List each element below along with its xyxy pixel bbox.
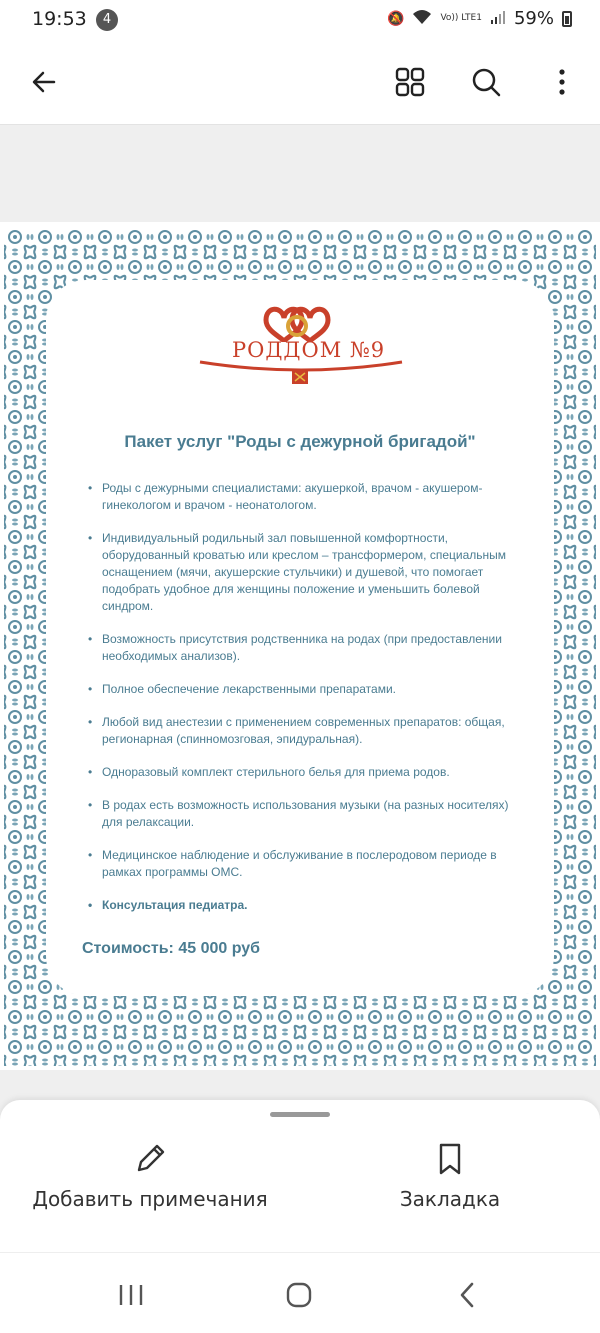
services-list <box>86 480 516 930</box>
list-item: • Роды с дежурными специалистами: акушеркой, врачом - акушером-гинекологом и врачом - неонатологом. <box>86 480 516 514</box>
back-chevron-icon <box>457 1281 477 1309</box>
bottom-sheet <box>0 1100 600 1252</box>
home-icon <box>285 1281 313 1309</box>
system-nav-bar <box>0 1252 600 1333</box>
network-label: Vo)) LTE1 <box>440 13 482 23</box>
bookmark-button[interactable] <box>380 1142 520 1211</box>
list-item: • Любой вид анестезии с применением современных препаратов: общая, регионарная (спинномозговая, эпидуральная). <box>86 714 516 748</box>
sheet-drag-handle[interactable] <box>270 1112 330 1117</box>
battery-icon <box>562 11 572 27</box>
grid-view-button[interactable] <box>386 58 434 106</box>
notification-count-badge: 4 <box>96 9 118 31</box>
list-item: • Индивидуальный родильный зал повышенной комфортности, оборудованный кроватью или креслом – трансформером, специальным оснащением (мячи, акушерские стульчики) и душевой, что помогает подобрать удобное для женщины положение и уменьшить болевой синдром. <box>86 530 516 615</box>
battery-percent: 59% <box>513 8 554 29</box>
add-note-label: Добавить примечания <box>32 1187 268 1211</box>
list-item: • В родах есть возможность использования музыки (на разных носителях) для релаксации. <box>86 797 516 831</box>
bookmark-icon <box>436 1142 464 1176</box>
logo-text: РОДДОМ №9 <box>232 338 386 362</box>
package-title: Пакет услуг "Роды с дежурной бригадой" <box>124 432 476 451</box>
arrow-left-icon <box>30 68 58 96</box>
bookmark-label: Закладка <box>399 1187 501 1211</box>
roddom-logo <box>196 292 406 392</box>
back-nav-button[interactable] <box>443 1275 491 1315</box>
list-item: • Консультация педиатра. <box>86 897 516 914</box>
wifi-icon <box>412 9 432 29</box>
list-item: • Медицинское наблюдение и обслуживание в послеродовом периоде в рамках программы ОМС. <box>86 847 516 881</box>
add-note-button[interactable] <box>30 1142 270 1211</box>
status-time: 19:53 <box>32 8 87 30</box>
search-icon <box>471 67 501 97</box>
recent-apps-button[interactable] <box>107 1275 155 1315</box>
signal-icon <box>490 10 506 28</box>
status-bar <box>0 0 600 40</box>
home-button[interactable] <box>275 1275 323 1315</box>
list-item: • Полное обеспечение лекарственными препаратами. <box>86 681 516 698</box>
list-item: • Одноразовый комплект стерильного белья для приема родов. <box>86 764 516 781</box>
document-page <box>0 222 600 1070</box>
pencil-icon <box>133 1142 167 1176</box>
top-toolbar <box>0 40 600 125</box>
recent-apps-icon <box>118 1283 144 1307</box>
back-button[interactable] <box>20 58 68 106</box>
list-item: • Возможность присутствия родственника на родах (при предоставлении необходимых анализов). <box>86 631 516 665</box>
grid-icon <box>395 67 425 97</box>
price-text: Стоимость: 45 000 руб <box>82 940 261 957</box>
search-button[interactable] <box>462 58 510 106</box>
more-vertical-icon <box>558 69 566 95</box>
more-options-button[interactable] <box>538 58 586 106</box>
silent-icon: 🔕 <box>387 10 405 27</box>
